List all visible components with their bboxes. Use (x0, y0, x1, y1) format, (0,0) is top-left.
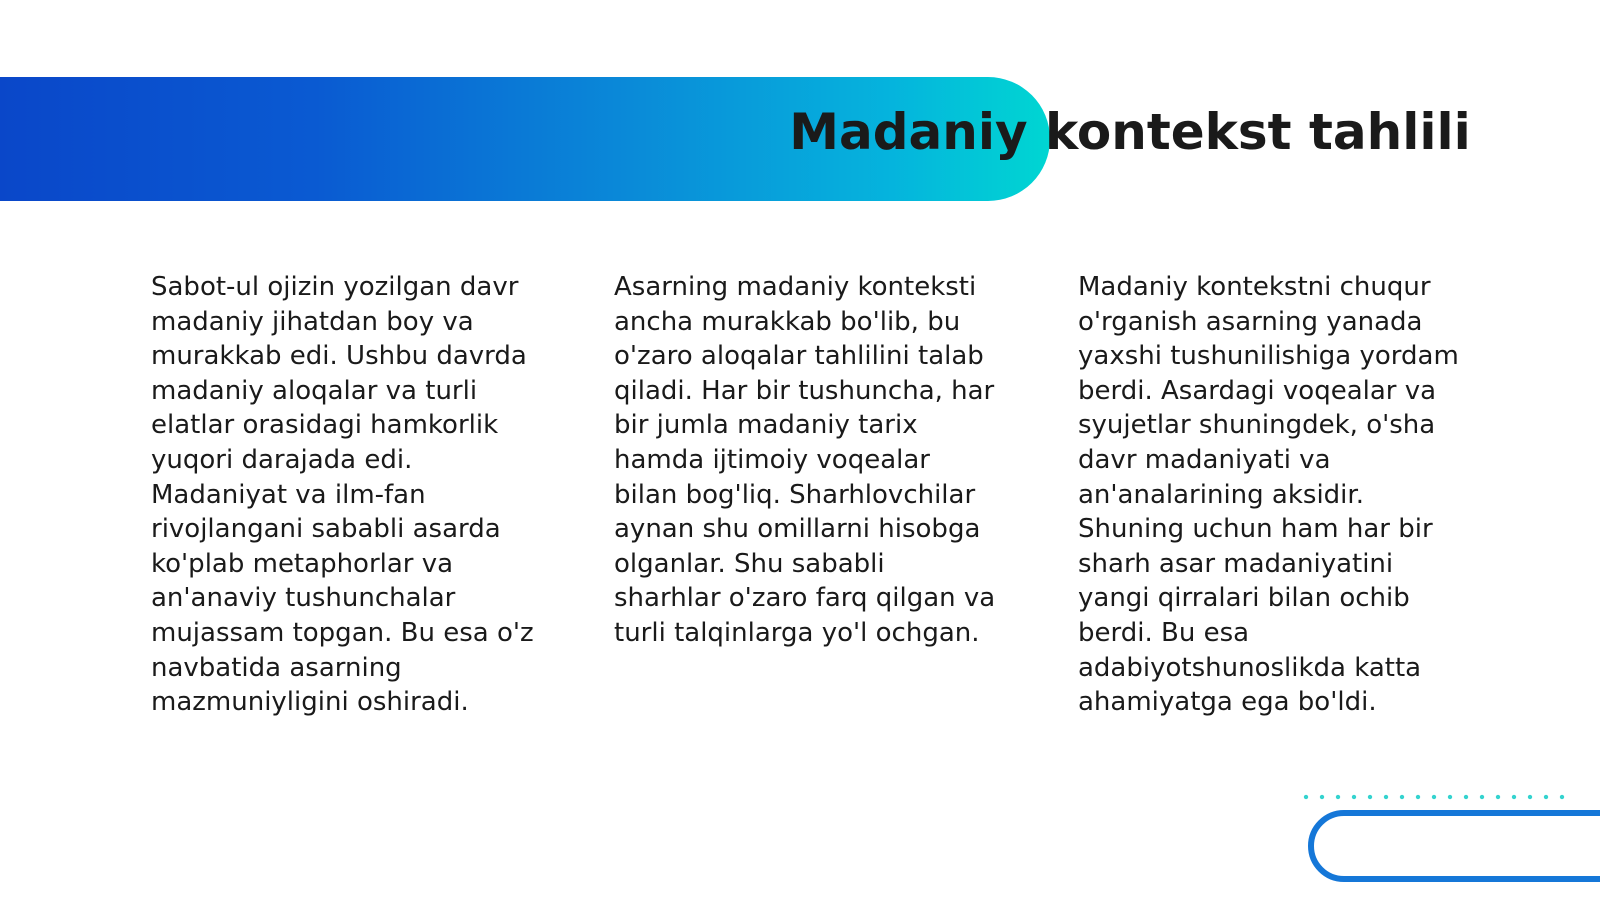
text-column-1: Sabot-ul ojizin yozilgan davr madaniy jihatdan boy va murakkab edi. Ushbu davrda madaniy aloqalar va turli elatlar orasidagi hamkorlik yuqori darajada edi. Madaniyat va ilm-fan rivojlangani sababli asarda ko'plab metaphorlar va an'anaviy tushunchalar mujassam topgan. Bu esa o'z navbatida asarning mazmuniyligini oshiradi. (151, 272, 534, 718)
decorative-dots (1298, 794, 1568, 800)
text-column-2: Asarning madaniy konteksti ancha murakkab bo'lib, bu o'zaro aloqalar tahlilini talab qiladi. Har bir tushuncha, har bir jumla madaniy tarix hamda ijtimoiy voqealar bilan bog'liq. Sharhlovchilar aynan shu omillarni hisobga olganlar. Shu sababli sharhlar o'zaro farq qilgan va turli talqinlarga yo'l ochgan. (614, 272, 996, 648)
decorative-pill-outline (1308, 810, 1600, 882)
text-column-3: Madaniy kontekstni chuqur o'rganish asarning yanada yaxshi tushunilishiga yordam berdi. Asardagi voqealar va syujetlar shuningdek, o'sha davr madaniyati va an'analarining aksidir. Shuning uchun ham har bir sharh asar madaniyatini yangi qirralari bilan ochib berdi. Bu esa adabiyotshunoslikda katta ahamiyatga ega bo'ldi. (1078, 272, 1459, 718)
slide-title: Madaniy kontekst tahlili (789, 103, 1471, 161)
